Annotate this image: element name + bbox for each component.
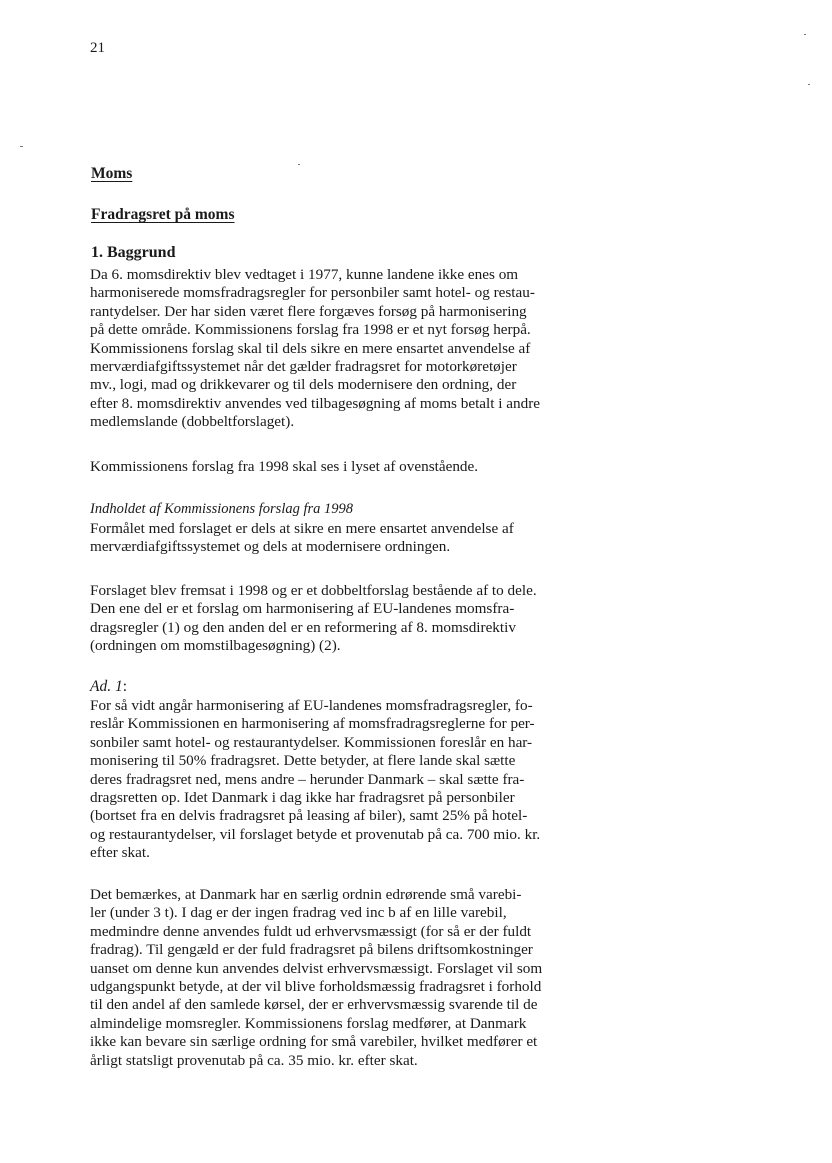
text-line: Kommissionens forslag skal til dels sikre en mere ensartet anvendelse af	[90, 339, 531, 357]
paragraph-varebiler	[90, 886, 730, 1070]
scan-speck	[808, 84, 810, 85]
ad-1-label	[90, 678, 127, 696]
text-line: årligt statsligt provenutab på ca. 35 mio. kr. efter skat.	[90, 1051, 418, 1069]
text-line: monisering til 50% fradragsret. Dette betyder, at flere lande skal sætte	[90, 752, 516, 770]
text-line: dragsregler (1) og den anden del er en reformering af 8. momsdirektiv	[90, 618, 516, 636]
paragraph-ad1	[90, 697, 730, 863]
page-number: 21	[90, 40, 105, 56]
text-line: Formålet med forslaget er dels at sikre en mere ensartet anvendelse af	[90, 520, 514, 537]
text-line: mv., logi, mad og drikkevarer og til dels modernisere den ordning, der	[90, 376, 517, 394]
text-line: sonbiler samt hotel- og restaurantydelser. Kommissionen foreslår en har-	[90, 733, 533, 751]
text-line: Da 6. momsdirektiv blev vedtaget i 1977, kunne landene ikke enes om	[90, 266, 519, 283]
text-line: Den ene del er et forslag om harmonisering af EU-landenes momsfra-	[90, 600, 515, 618]
text-line: (bortset fra en delvis fradragsret på leasing af biler), samt 25% på hotel-	[90, 807, 528, 825]
ad-1-label-text: Ad. 1	[90, 678, 123, 695]
text-line: ler (under 3 t). I dag er der ingen fradrag ved inc b af en lille varebil,	[90, 904, 507, 922]
text-line: fradrag). Til gengæld er der fuld fradragsret på bilens driftsomkostninger	[90, 941, 533, 959]
paragraph-baggrund	[90, 266, 730, 432]
text-line: merværdiafgiftssystemet når det gælder fradragsret for motorkøretøjer	[90, 358, 517, 376]
heading-fradragsret: Fradragsret på moms	[91, 206, 235, 223]
subheading-indholdet: Indholdet af Kommissionens forslag fra 1998	[90, 501, 354, 517]
scan-speck	[804, 34, 806, 35]
text-line: til den andel af den samlede kørsel, der er erhvervsmæssig svarende til de	[90, 996, 538, 1014]
text-line: ikke kan bevare sin særlige ordning for små varebiler, hvilket medfører et	[90, 1033, 538, 1051]
text-line: medlemslande (dobbeltforslaget).	[90, 413, 295, 431]
text-line: Det bemærkes, at Danmark har en særlig ordnin edrørende små varebi-	[90, 886, 522, 903]
text-line: reslår Kommissionen en harmonisering af momsfradragsreglerne for per-	[90, 715, 535, 733]
text-line: merværdiafgiftssystemet og dels at modernisere ordningen.	[90, 538, 451, 556]
text-line: på dette område. Kommissionens forslag fra 1998 er et nyt forsøg herpå.	[90, 321, 531, 339]
heading-moms: Moms	[91, 165, 133, 182]
scan-speck	[20, 146, 23, 147]
text-line: uanset om denne kun anvendes delvist erhvervsmæssigt. Forslaget vil som	[90, 959, 543, 977]
section-title-text: Baggrund	[107, 244, 176, 261]
text-line: efter 8. momsdirektiv anvendes ved tilbagesøgning af moms betalt i andre	[90, 394, 541, 412]
text-line: Forslaget blev fremsat i 1998 og er et dobbeltforslag bestående af to dele.	[90, 582, 537, 599]
text-line: Kommissionens forslag fra 1998 skal ses i lyset af ovenstående.	[90, 458, 479, 475]
section-title	[91, 244, 175, 262]
text-line: medmindre denne anvendes fuldt ud erhvervsmæssigt (for så er der fuldt	[90, 922, 532, 940]
scan-speck	[298, 164, 300, 165]
paragraph-formaal	[90, 520, 730, 557]
paragraph-lyset	[90, 458, 730, 476]
text-line: deres fradragsret ned, mens andre – herunder Danmark – skal sætte fra-	[90, 770, 525, 788]
text-line: harmoniserede momsfradragsregler for personbiler samt hotel- og restau-	[90, 284, 535, 302]
text-line: (ordningen om momstilbagesøgning) (2).	[90, 637, 341, 655]
ad-1-colon: :	[122, 678, 128, 695]
text-line: efter skat.	[90, 844, 150, 862]
text-line: dragsretten op. Idet Danmark i dag ikke har fradragsret på personbiler	[90, 789, 515, 807]
paragraph-dobbeltforslag	[90, 582, 730, 656]
text-line: udgangspunkt betyde, at der vil blive forholdsmæssig fradragsret i forhold	[90, 978, 542, 996]
text-line: For så vidt angår harmonisering af EU-landenes momsfradragsregler, fo-	[90, 697, 533, 714]
section-number: 1.	[91, 244, 103, 261]
text-line: almindelige momsregler. Kommissionens forslag medfører, at Danmark	[90, 1014, 527, 1032]
text-line: og restaurantydelser, vil forslaget betyde et provenutab på ca. 700 mio. kr.	[90, 825, 541, 843]
text-line: rantydelser. Der har siden været flere forgæves forsøg på harmonisering	[90, 302, 527, 320]
